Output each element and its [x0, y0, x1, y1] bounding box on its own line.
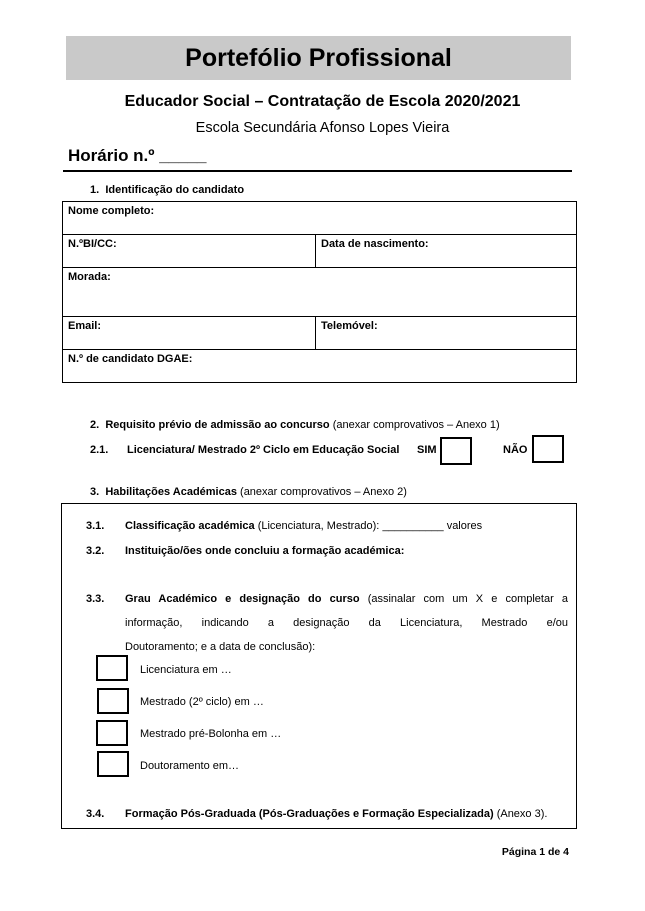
item-2-1-number: 2.1. — [90, 444, 109, 456]
item-3-3-text-3: Doutoramento; e a data de conclusão): — [125, 641, 316, 653]
field-bi-label: N.ºBI/CC: — [68, 238, 117, 250]
item-3-1-label: Classificação académica — [125, 520, 255, 532]
sim-label: SIM — [417, 444, 437, 456]
field-dgae[interactable] — [63, 350, 577, 383]
document-title: Portefólio Profissional — [66, 36, 571, 80]
item-3-3-number: 3.3. — [86, 593, 105, 605]
item-3-1-line — [125, 520, 482, 532]
field-data-nascimento[interactable] — [316, 235, 577, 268]
section-1-number: 1. — [90, 184, 100, 196]
item-3-1-blank[interactable]: __________ — [382, 520, 444, 532]
page-number: Página 1 de 4 — [501, 846, 569, 858]
section-2-number: 2. — [90, 419, 100, 431]
field-telemovel[interactable] — [316, 317, 577, 350]
field-nascimento-label: Data de nascimento: — [321, 238, 429, 250]
item-3-4-number: 3.4. — [86, 808, 105, 820]
option-mestrado-pre-bolonha-checkbox[interactable] — [96, 720, 128, 746]
item-3-3-text-2: informação, indicando a designação da Licenciatura, Mestrado e/ou — [125, 617, 568, 629]
section-1-heading — [90, 184, 244, 196]
item-2-1-label: Licenciatura/ Mestrado 2º Ciclo em Educação Social — [127, 444, 400, 456]
item-3-1-unit: valores — [446, 520, 483, 532]
horario-label: Horário n.º _____ — [68, 146, 207, 165]
item-3-2-number: 3.2. — [86, 545, 105, 557]
item-3-4-label: Formação Pós-Graduada (Pós-Graduações e Formação Especializada) — [125, 808, 494, 820]
sim-checkbox[interactable] — [440, 437, 472, 465]
section-2-note: (anexar comprovativos – Anexo 1) — [332, 419, 500, 431]
section-2-title: Requisito prévio de admissão ao concurso — [105, 419, 330, 431]
field-bi-cc[interactable] — [63, 235, 316, 268]
option-mestrado-checkbox[interactable] — [97, 688, 129, 714]
item-3-3-line-1 — [125, 593, 568, 605]
field-telemovel-label: Telemóvel: — [321, 320, 378, 332]
item-3-1-number: 3.1. — [86, 520, 105, 532]
option-doutoramento-checkbox[interactable] — [97, 751, 129, 777]
item-3-1-hint: (Licenciatura, Mestrado): — [257, 520, 380, 532]
field-dgae-label: N.º de candidato DGAE: — [68, 353, 193, 365]
field-email[interactable] — [63, 317, 316, 350]
section-3-note: (anexar comprovativos – Anexo 2) — [240, 486, 407, 498]
option-mestrado-pre-bolonha-label: Mestrado pré-Bolonha em … — [140, 728, 282, 740]
field-morada-label: Morada: — [68, 271, 111, 283]
section-1-title: Identificação do candidato — [105, 184, 245, 196]
option-mestrado-label: Mestrado (2º ciclo) em … — [140, 696, 264, 708]
option-licenciatura-checkbox[interactable] — [96, 655, 128, 681]
nao-label: NÃO — [503, 444, 528, 456]
field-nome-completo[interactable] — [63, 202, 577, 235]
identification-table — [62, 201, 577, 383]
option-doutoramento-label: Doutoramento em… — [140, 760, 240, 772]
document-subtitle: Educador Social – Contratação de Escola 2020/2021 — [124, 93, 521, 110]
section-3-heading — [90, 486, 407, 498]
header-divider — [63, 170, 572, 172]
field-nome-label: Nome completo: — [68, 205, 155, 217]
item-3-4-line — [125, 808, 547, 820]
field-email-label: Email: — [68, 320, 102, 332]
section-2-heading — [90, 419, 500, 431]
item-3-3-label: Grau Académico e designação do curso — [125, 593, 360, 605]
item-3-2-label: Instituição/ões onde concluiu a formação académica: — [125, 545, 405, 557]
option-licenciatura-label: Licenciatura em … — [140, 664, 232, 676]
section-3-number: 3. — [90, 486, 100, 498]
school-name: Escola Secundária Afonso Lopes Vieira — [195, 120, 450, 136]
item-3-3-text-1: (assinalar com um X e completar a — [367, 593, 568, 605]
section-3-title: Habilitações Académicas — [105, 486, 237, 498]
field-morada[interactable] — [63, 268, 577, 317]
nao-checkbox[interactable] — [532, 435, 564, 463]
item-3-4-note: (Anexo 3). — [496, 808, 548, 820]
